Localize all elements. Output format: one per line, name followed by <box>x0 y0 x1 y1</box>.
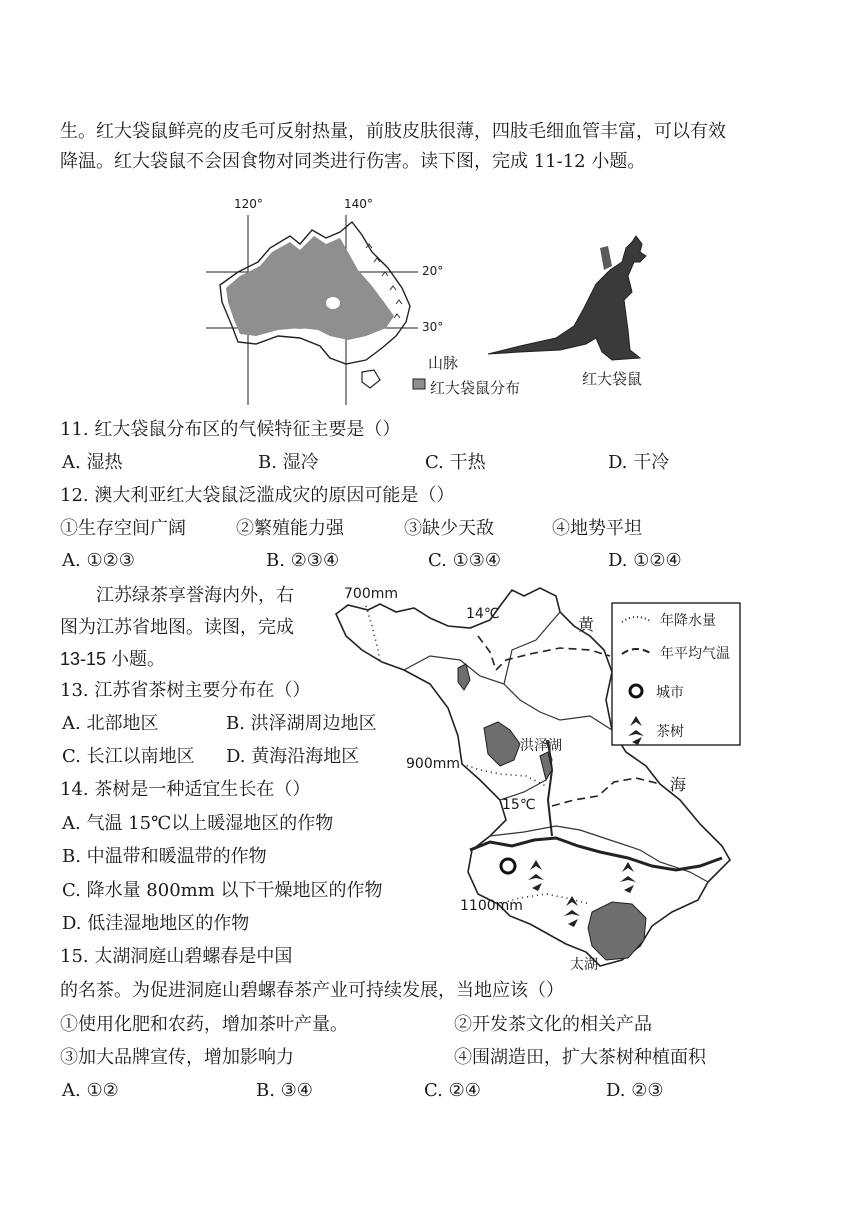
q12-option-d: D. ①②④ <box>608 550 682 571</box>
q11-option-d: D. 干冷 <box>608 452 670 473</box>
lat-label-20: 20° <box>422 264 444 278</box>
q15-item-1: ①使用化肥和农药，增加茶叶产量。 <box>60 1014 348 1035</box>
q15-item-2: ②开发茶文化的相关产品 <box>454 1014 652 1035</box>
label-huang: 黄 <box>578 615 595 634</box>
q11-option-b: B. 湿冷 <box>258 452 319 473</box>
passage2-line-3: 13-15 小题。 <box>60 649 166 669</box>
legend-mountain: 山脉 <box>428 354 459 372</box>
lon-label-120: 120° <box>234 197 263 211</box>
legend-city: 城市 <box>656 685 684 701</box>
passage2-line-2: 图为江苏省地图。读图，完成 <box>60 617 294 638</box>
label-700mm: 700mm <box>344 586 398 602</box>
q12-option-b: B. ②③④ <box>266 550 340 571</box>
q15-option-a: A. ①② <box>62 1080 119 1101</box>
q12-item-3: ③缺少天敌 <box>404 518 494 539</box>
label-hai: 海 <box>670 775 687 794</box>
label-hongze: 洪泽湖 <box>520 738 562 754</box>
q13-option-b: B. 洪泽湖周边地区 <box>226 713 377 734</box>
q13-option-a: A. 北部地区 <box>62 713 159 734</box>
q15-stem-line-1: 15. 太湖洞庭山碧螺春是中国 <box>60 946 293 967</box>
q12-stem: 12. 澳大利亚红大袋鼠泛滥成灾的原因可能是（） <box>60 485 455 506</box>
q11-stem: 11. 红大袋鼠分布区的气候特征主要是（） <box>60 419 401 440</box>
lon-label-140: 140° <box>344 197 373 211</box>
q14-stem: 14. 茶树是一种适宜生长在（） <box>60 779 311 800</box>
label-900mm: 900mm <box>406 756 460 772</box>
q14-option-d: D. 低洼湿地地区的作物 <box>62 913 250 934</box>
q12-option-a: A. ①②③ <box>62 550 135 571</box>
intro-line-1: 生。红大袋鼠鲜亮的皮毛可反射热量，前肢皮肤很薄，四肢毛细血管丰富，可以有效 <box>60 121 726 142</box>
label-1100mm: 1100mm <box>460 898 523 914</box>
q12-option-c: C. ①③④ <box>428 550 501 571</box>
passage2-line-1: 江苏绿茶享誉海内外，右 <box>96 585 294 606</box>
q15-item-3: ③加大品牌宣传，增加影响力 <box>60 1047 294 1068</box>
q14-option-a: A. 气温 15℃以上暖湿地区的作物 <box>62 813 334 834</box>
legend-precip: 年降水量 <box>660 613 716 629</box>
legend-distribution: 红大袋鼠分布 <box>430 379 521 397</box>
legend-tea: 茶树 <box>656 724 684 740</box>
q11-option-a: A. 湿热 <box>62 452 123 473</box>
q14-option-c: C. 降水量 800mm 以下干燥地区的作物 <box>62 880 383 901</box>
legend-temp: 年平均气温 <box>660 646 730 662</box>
lat-label-30: 30° <box>422 320 444 334</box>
q15-option-c: C. ②④ <box>424 1080 481 1101</box>
label-taihu: 太湖 <box>570 957 598 973</box>
kangaroo-caption: 红大袋鼠 <box>582 370 643 388</box>
label-14c: 14℃ <box>466 606 500 622</box>
q12-item-4: ④地势平坦 <box>552 518 642 539</box>
q13-option-d: D. 黄海沿海地区 <box>226 746 360 767</box>
intro-line-2: 降温。红大袋鼠不会因食物对同类进行伤害。读下图，完成 11-12 小题。 <box>60 151 646 172</box>
q15-option-b: B. ③④ <box>256 1080 313 1101</box>
q14-option-b: B. 中温带和暖温带的作物 <box>62 846 267 867</box>
q13-option-c: C. 长江以南地区 <box>62 746 195 767</box>
q15-option-d: D. ②③ <box>606 1080 664 1101</box>
q12-item-1: ①生存空间广阔 <box>60 518 186 539</box>
q11-option-c: C. 干热 <box>425 452 486 473</box>
q15-stem-line-2: 的名茶。为促进洞庭山碧螺春茶产业可持续发展，当地应该（） <box>60 980 564 1001</box>
q15-item-4: ④围湖造田，扩大茶树种植面积 <box>454 1047 706 1068</box>
q13-stem: 13. 江苏省茶树主要分布在（） <box>60 680 311 701</box>
label-15c: 15℃ <box>502 797 536 813</box>
q12-item-2: ②繁殖能力强 <box>236 518 344 539</box>
